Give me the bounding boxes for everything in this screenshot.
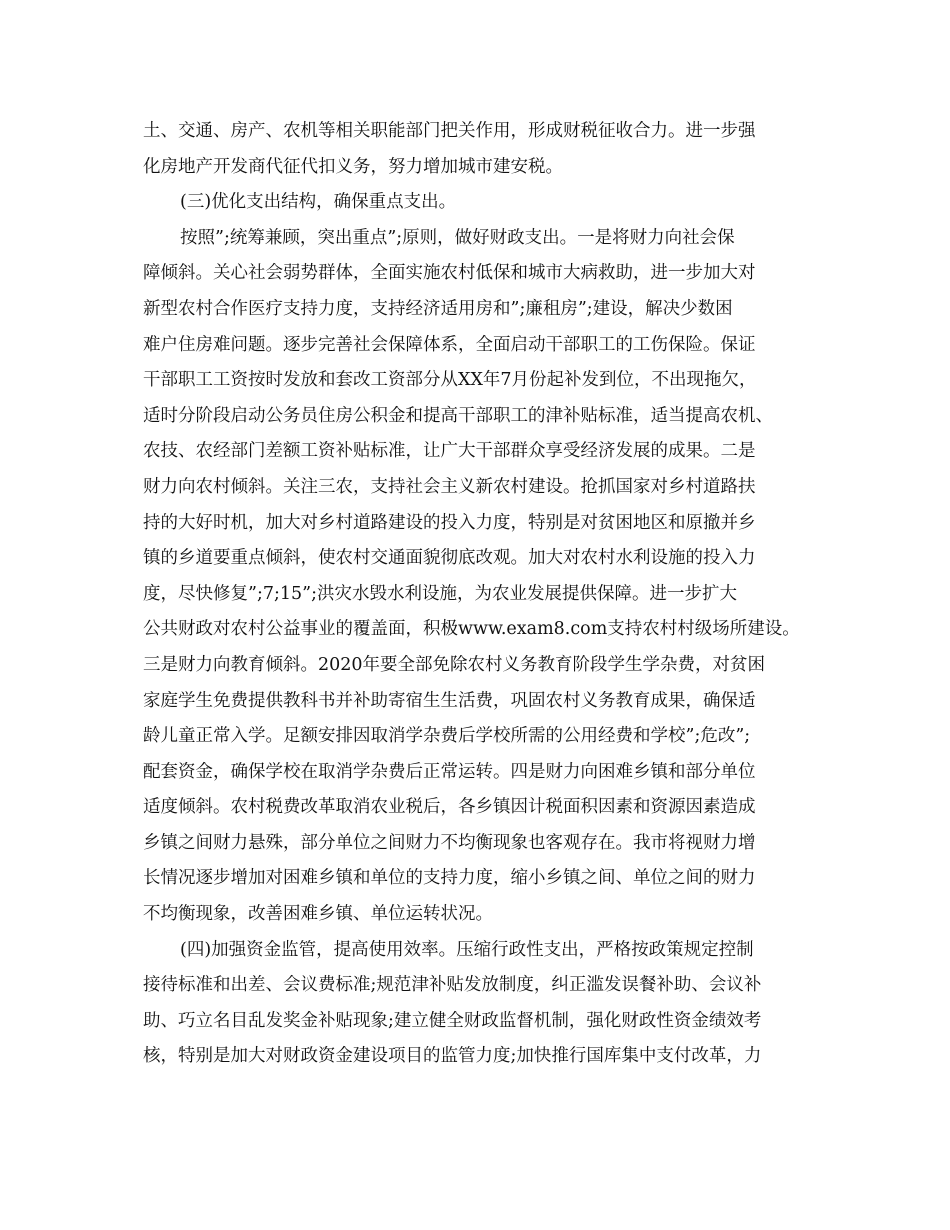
- text-line: 镇的乡道要重点倾斜，使农村交通面貌彻底改观。加大对农村水利设施的投入力: [143, 548, 756, 569]
- text-line: 三是财力向教育倾斜。2020年要全部免除农村义务教育阶段学生学杂费，对贫困: [143, 654, 766, 675]
- text-line: 适时分阶段启动公务员住房公积金和提高干部职工的津补贴标准，适当提高农机、: [143, 405, 773, 426]
- text-line: 适度倾斜。农村税费改革取消农业税后，各乡镇因计税面积因素和资源因素造成: [143, 797, 756, 818]
- text-line: 财力向农村倾斜。关注三农，支持社会主义新农村建设。抢抓国家对乡村道路扶: [143, 476, 756, 497]
- text-line: 持的大好时机，加大对乡村道路建设的投入力度，特别是对贫困地区和原撤并乡: [143, 512, 756, 533]
- text-line: 龄儿童正常入学。足额安排因取消学杂费后学校所需的公用经费和学校”;危改”;: [143, 726, 751, 747]
- text-line: 接待标准和出差、会议费标准;规范津补贴发放制度，纠正滥发误餐补助、会议补: [143, 975, 762, 996]
- text-line: 家庭学生免费提供教科书并补助寄宿生生活费，巩固农村义务教育成果，确保适: [143, 690, 756, 711]
- text-line: (四)加强资金监管，提高使用效率。压缩行政性支出，严格按政策规定控制: [180, 939, 754, 960]
- text-line: 长情况逐步增加对困难乡镇和单位的支持力度，缩小乡镇之间、单位之间的财力: [143, 868, 756, 889]
- text-line: 配套资金，确保学校在取消学杂费后正常运转。四是财力向困难乡镇和部分单位: [143, 761, 756, 782]
- text-line: 干部职工工资按时发放和套改工资部分从XX年7月份起补发到位，不出现拖欠，: [143, 370, 757, 391]
- text-line: 乡镇之间财力悬殊，部分单位之间财力不均衡现象也客观存在。我市将视财力增: [143, 832, 756, 853]
- text-line: 化房地产开发商代征代扣义务，努力增加城市建安税。: [143, 156, 563, 177]
- text-line: 不均衡现象，改善困难乡镇、单位运转状况。: [143, 904, 493, 925]
- text-line: 度，尽快修复”;7;15”;洪灾水毁水利设施，为农业发展提供保障。进一步扩大: [143, 583, 737, 604]
- text-line: 公共财政对农村公益事业的覆盖面，积极www.exam8.com支持农村村级场所建设。: [143, 619, 800, 640]
- text-line: 难户住房难问题。逐步完善社会保障体系，全面启动干部职工的工伤保险。保证: [143, 334, 756, 355]
- text-line: 农技、农经部门差额工资补贴标准，让广大干部群众享受经济发展的成果。二是: [143, 441, 756, 462]
- text-line: 新型农村合作医疗支持力度，支持经济适用房和”;廉租房”;建设，解决少数困: [143, 298, 733, 319]
- text-line: 核，特别是加大对财政资金建设项目的监管力度;加快推行国库集中支付改革，力: [143, 1046, 762, 1067]
- document-body-text: [143, 114, 809, 1075]
- text-line: 助、巧立名目乱发奖金补贴现象;建立健全财政监督机制，强化财政性资金绩效考: [143, 1010, 762, 1031]
- text-line: (三)优化支出结构，确保重点支出。: [180, 192, 457, 213]
- text-line: 按照”;统筹兼顾，突出重点”;原则，做好财政支出。一是将财力向社会保: [180, 227, 735, 248]
- text-line: 土、交通、房产、农机等相关职能部门把关作用，形成财税征收合力。进一步强: [143, 121, 756, 141]
- text-line: 障倾斜。关心社会弱势群体，全面实施农村低保和城市大病救助，进一步加大对: [143, 263, 756, 284]
